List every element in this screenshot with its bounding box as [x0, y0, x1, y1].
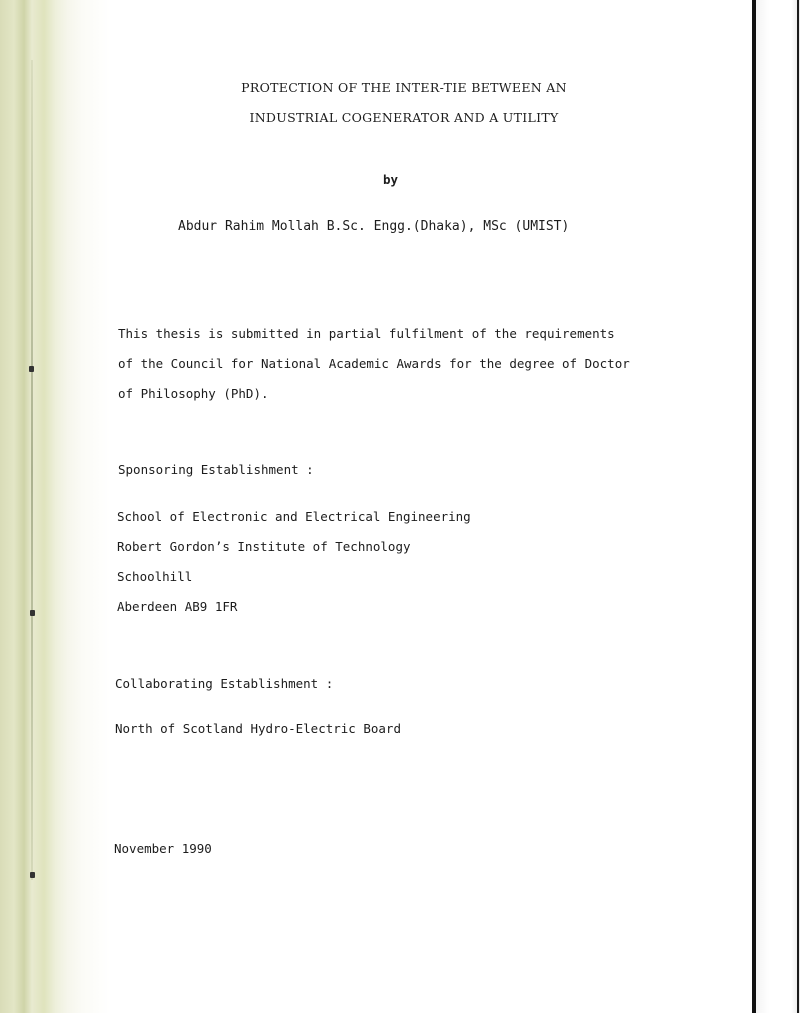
binding-stain — [31, 60, 33, 880]
title-line-2: INDUSTRIAL COGENERATOR AND A UTILITY — [249, 110, 559, 125]
statement-line-2: of the Council for National Academic Awards for the degree of Doctor — [118, 356, 630, 371]
statement-line-3: of Philosophy (PhD). — [118, 386, 269, 401]
sponsoring-heading: Sponsoring Establishment : — [118, 462, 314, 477]
staple-hole — [30, 872, 35, 878]
collaborating-heading: Collaborating Establishment : — [115, 676, 334, 691]
submission-date: November 1990 — [114, 841, 212, 856]
by-label: by — [383, 172, 399, 187]
author-line: Abdur Rahim Mollah B.Sc. Engg.(Dhaka), MSc (UMIST) — [178, 219, 570, 234]
staple-hole — [30, 610, 35, 616]
title-line-1: PROTECTION OF THE INTER-TIE BETWEEN AN — [241, 80, 567, 95]
sponsor-line-4: Aberdeen AB9 1FR — [117, 599, 238, 614]
background-margin — [756, 0, 800, 1013]
sponsor-line-3: Schoolhill — [117, 569, 193, 584]
statement-line-1: This thesis is submitted in partial fulfilment of the requirements — [118, 326, 615, 341]
sponsor-line-1: School of Electronic and Electrical Engineering — [117, 509, 471, 524]
staple-hole — [29, 366, 34, 372]
collaborator-name: North of Scotland Hydro-Electric Board — [115, 721, 401, 736]
sponsor-line-2: Robert Gordon’s Institute of Technology — [117, 539, 411, 554]
scan-border — [797, 0, 799, 1013]
